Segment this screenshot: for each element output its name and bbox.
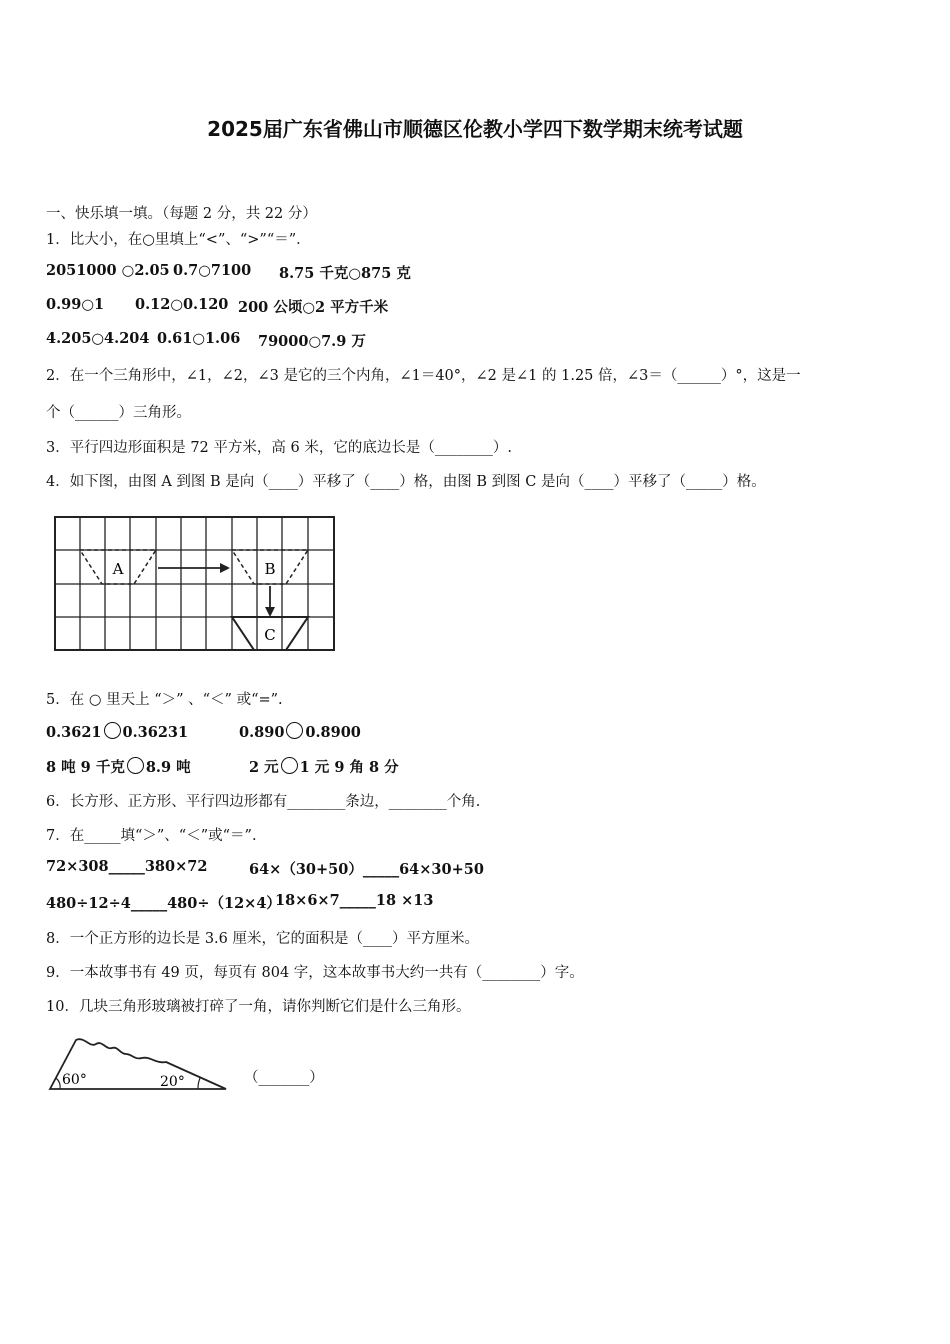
- label-b: B: [264, 560, 276, 578]
- q5-item: [46, 722, 188, 741]
- q5-left-value: 2 元: [249, 759, 279, 776]
- q1-item: 0.61○1.06: [157, 330, 241, 347]
- question-10-stem: 10．几块三角形玻璃被打碎了一角，请你判断它们是什么三角形。: [46, 999, 471, 1015]
- answer-circle[interactable]: [281, 757, 298, 774]
- angle-arc-left: [56, 1078, 60, 1089]
- question-6: 6．长方形、正方形、平行四边形都有________条边，________个角.: [46, 794, 481, 810]
- q5-right-value: 1 元 9 角 8 分: [299, 759, 399, 776]
- page-title: 2025届广东省佛山市顺德区伦教小学四下数学期末统考试题: [207, 117, 743, 141]
- q5-item: [239, 722, 361, 741]
- question-4-stem: 4．如下图，由图 A 到图 B 是向（____）平移了（____）格，由图 B 到图 C 是向（____）平移了（_____）格。: [46, 474, 766, 490]
- q5-left-value: 8 吨 9 千克: [46, 759, 125, 776]
- q5-right-value: 0.36231: [122, 724, 189, 741]
- question-9: 9．一本故事书有 49 页，每页有 804 字，这本故事书大约一共有（________）字。: [46, 965, 584, 981]
- angle-arc-right: [198, 1078, 200, 1089]
- arrowhead-right: [220, 563, 230, 573]
- question-8: 8．一个正方形的边长是 3.6 厘米，它的面积是（____）平方厘米。: [46, 931, 480, 947]
- q10-answer-blank[interactable]: （_______）: [244, 1070, 324, 1086]
- answer-circle[interactable]: [127, 757, 144, 774]
- q7-item: 64×（30+50）_____64×30+50: [249, 861, 484, 878]
- grid-lines: [55, 517, 334, 650]
- broken-triangle-figure: [46, 1034, 232, 1094]
- q5-item: [46, 756, 191, 777]
- q1-item: 4.205○4.204: [46, 330, 150, 347]
- section-heading: 一、快乐填一填。（每题 2 分，共 22 分）: [46, 206, 317, 222]
- question-5-stem: 5．在 ○ 里天上 “＞” 、“＜” 或“=”.: [46, 692, 283, 708]
- q1-item: 0.12○0.120: [135, 296, 229, 313]
- q7-item: 480÷12÷4_____480÷（12×4）: [46, 895, 281, 912]
- q5-right-value: 0.8900: [305, 724, 361, 741]
- answer-circle[interactable]: [104, 722, 121, 739]
- translation-grid-figure: [52, 514, 338, 656]
- q7-item: 72×308_____380×72: [46, 858, 208, 875]
- q1-item: 79000○7.9 万: [258, 333, 366, 350]
- answer-circle[interactable]: [286, 722, 303, 739]
- question-7-stem: 7．在_____填“＞”、“＜”或“＝”.: [46, 828, 257, 844]
- q1-item: 0.99○1: [46, 296, 105, 313]
- question-2-line1: 2．在一个三角形中，∠1，∠2，∠3 是它的三个内角，∠1＝40°，∠2 是∠1 的 1.25 倍，∠3＝（______）°，这是一: [46, 368, 801, 384]
- q5-left-value: 0.3621: [46, 724, 102, 741]
- label-a: A: [112, 560, 124, 578]
- q1-item: 0.7○7100: [173, 262, 252, 279]
- q7-item: 18×6×7_____18 ×13: [275, 892, 434, 909]
- label-c: C: [264, 626, 276, 644]
- angle-20-label: 20°: [160, 1074, 185, 1090]
- q5-item: [249, 756, 399, 777]
- question-2-line2: 个（______）三角形。: [46, 405, 191, 421]
- angle-60-label: 60°: [62, 1072, 87, 1088]
- arrowhead-down: [265, 607, 275, 617]
- q1-item: 200 公顷○2 平方千米: [238, 299, 389, 316]
- q1-item: 8.75 千克○875 克: [279, 265, 411, 282]
- q1-item: 2051000 ○2.05: [46, 262, 170, 279]
- question-1-stem: 1．比大小，在○里填上“<”、“>”“＝”．: [46, 232, 311, 248]
- q5-right-value: 8.9 吨: [145, 759, 191, 776]
- q5-left-value: 0.890: [239, 724, 285, 741]
- question-3: 3．平行四边形面积是 72 平方米，高 6 米，它的底边长是（________）.: [46, 440, 512, 456]
